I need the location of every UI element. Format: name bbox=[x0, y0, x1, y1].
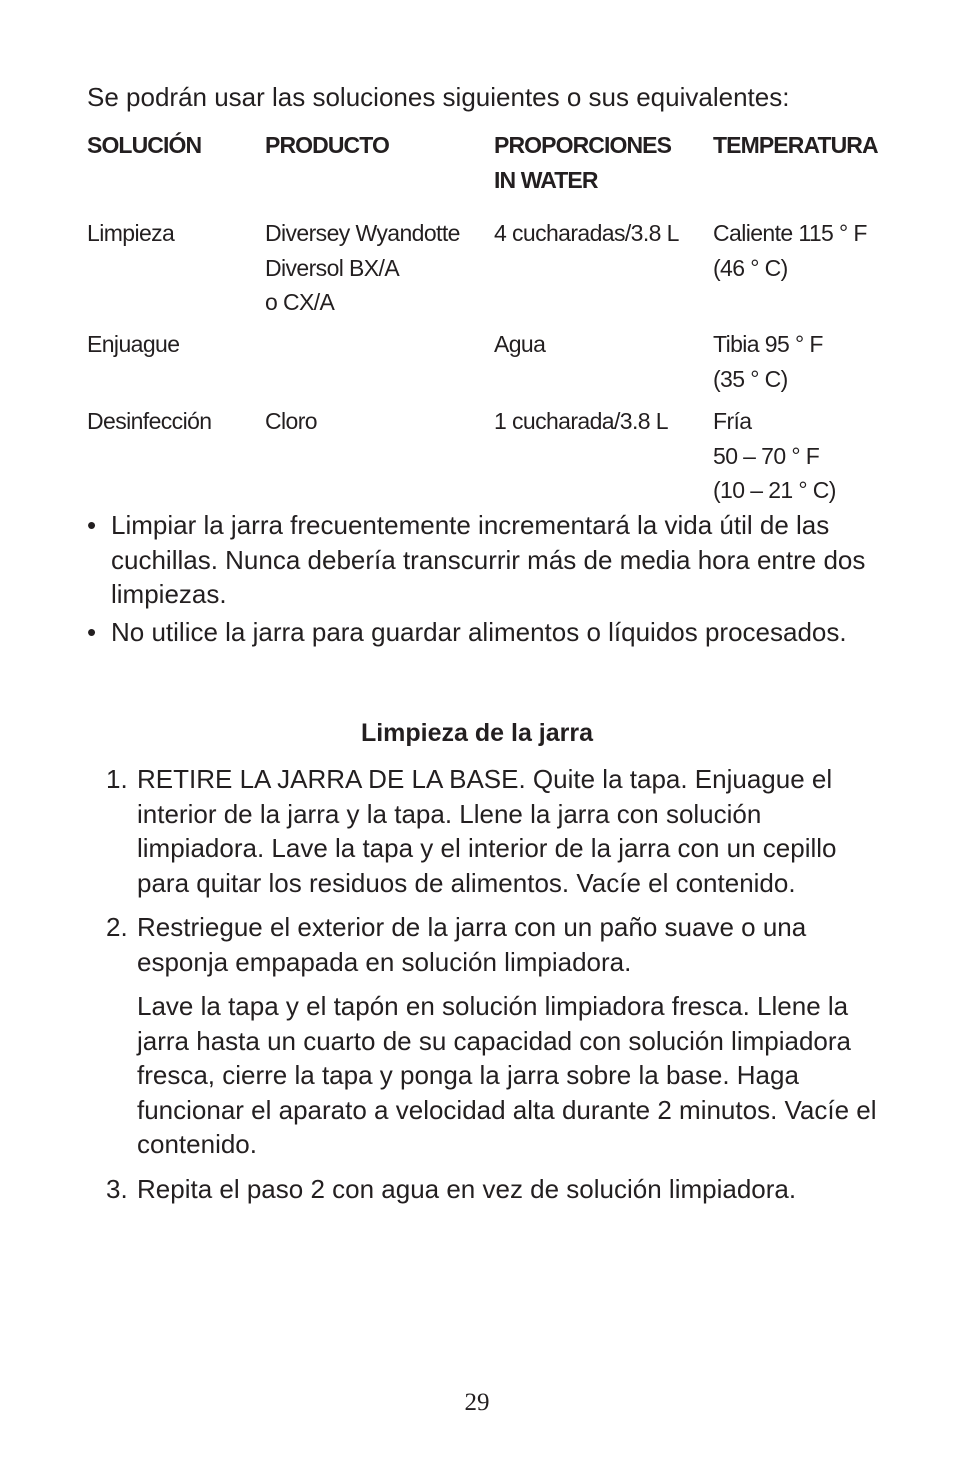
bullet-list bbox=[87, 508, 887, 652]
step-item bbox=[87, 1172, 887, 1207]
header-producto: PRODUCTO bbox=[265, 132, 389, 158]
step-number: 1. bbox=[106, 764, 128, 794]
step-text: Lave la tapa y el tapón en solución limpiadora fresca. Llene la jarra hasta un cuarto de su capacidad con solución limpiadora fresca, cierre la tapa y ponga la jarra sobre la base. Haga funcionar el aparato a velocidad alta durante 2 minutos. Vacíe el contenido. bbox=[137, 991, 877, 1159]
step-item bbox=[87, 910, 887, 1162]
steps-list bbox=[87, 762, 887, 1216]
header-temperatura: TEMPERATURA bbox=[713, 132, 878, 158]
list-item bbox=[87, 508, 887, 612]
cell-proporciones: Agua bbox=[494, 331, 546, 357]
table-header-row bbox=[87, 128, 887, 216]
table-row bbox=[87, 404, 887, 514]
page-number: 29 bbox=[464, 1389, 490, 1416]
cell-proporciones: 4 cucharadas/3.8 L bbox=[494, 220, 679, 246]
cell-producto: Diversey Wyandotte Diversol BX/A o CX/A bbox=[265, 220, 460, 315]
cell-temperatura: Fría 50 – 70 ° F (10 – 21 ° C) bbox=[713, 408, 836, 503]
cell-proporciones: 1 cucharada/3.8 L bbox=[494, 408, 668, 434]
cell-temperatura: Caliente 115 ° F (46 ° C) bbox=[713, 220, 867, 281]
cell-producto: Cloro bbox=[265, 408, 317, 434]
cell-solucion: Enjuague bbox=[87, 331, 180, 357]
step-text: Restriegue el exterior de la jarra con un paño suave o una esponja empapada en solución limpiadora. bbox=[137, 912, 807, 977]
step-number: 2. bbox=[106, 912, 128, 942]
intro-text: Se podrán usar las soluciones siguientes o sus equivalentes: bbox=[87, 82, 790, 112]
section-title: Limpieza de la jarra bbox=[360, 719, 594, 747]
step-text: Repita el paso 2 con agua en vez de solución limpiadora. bbox=[137, 1173, 797, 1204]
step-item bbox=[87, 762, 887, 900]
cell-temperatura: Tibia 95 ° F (35 ° C) bbox=[713, 331, 823, 392]
cell-solucion: Limpieza bbox=[87, 220, 175, 246]
step-text: RETIRE LA JARRA DE LA BASE. Quite la tapa. Enjuague el interior de la jarra y la tapa. Llene la jarra con solución limpiadora. Lave la tapa y el interior de la jarra con un cepillo para quitar los residuos de alimentos. Vacíe el contenido. bbox=[137, 764, 837, 898]
cell-solucion: Desinfección bbox=[87, 408, 212, 434]
step-number: 3. bbox=[106, 1173, 128, 1204]
bullet-text: Limpiar la jarra frecuentemente incrementará la vida útil de las cuchillas. Nunca debería transcurrir más de media hora entre dos limpiezas. bbox=[111, 510, 866, 609]
bullet-text: No utilice la jarra para guardar alimentos o líquidos procesados. bbox=[111, 616, 847, 647]
bullet-marker: • bbox=[87, 510, 97, 540]
table-row bbox=[87, 327, 887, 404]
table-row bbox=[87, 216, 887, 327]
header-solucion: SOLUCIÓN bbox=[87, 132, 202, 158]
solutions-table bbox=[87, 128, 887, 514]
list-item bbox=[87, 615, 887, 650]
bullet-marker: • bbox=[87, 616, 97, 647]
header-proporciones: PROPORCIONES IN WATER bbox=[494, 132, 672, 193]
